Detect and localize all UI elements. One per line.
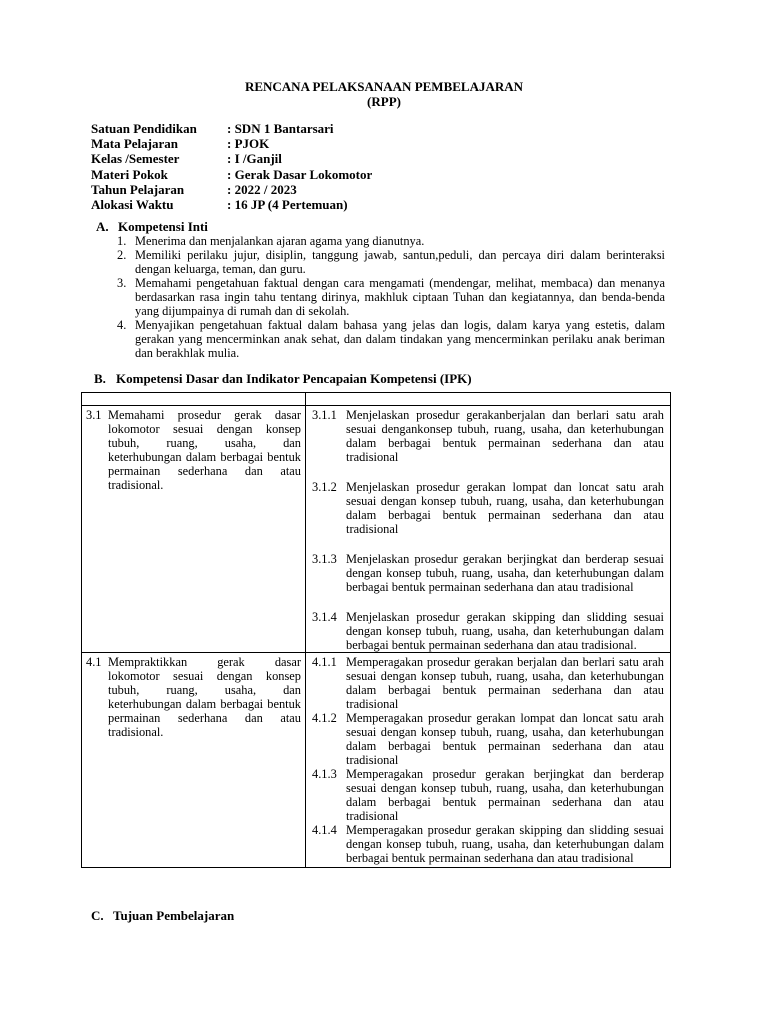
indicator-number: 4.1.1 — [312, 655, 337, 669]
kd-text: Mempraktikkan gerak dasar lokomotor sesuai dengan konsep tubuh, ruang, usaha, dan keterhubungan dalam berbagai bentuk permainan sederhana dan atau tradisional. — [108, 655, 301, 739]
indicator-text: Memperagakan prosedur gerakan lompat dan loncat satu arah sesuai dengan konsep tubuh, ruang, usaha, dan keterhubungan dalam berbagai bentuk permainan sederhana dan atau tradisional — [346, 711, 664, 767]
table-row — [82, 406, 671, 653]
table-header-cell — [82, 393, 306, 406]
kd-cell — [82, 406, 306, 653]
indicator-text: Menjelaskan prosedur gerakan lompat dan loncat satu arah sesuai dengan konsep tubuh, ruang, usaha, dan keterhubungan dalam berbagai bentuk permainan sederhana dan atau tradisional — [346, 480, 664, 536]
indicator-number: 4.1.3 — [312, 767, 337, 781]
list-item-text: Memahami pengetahuan faktual dengan cara mengamati (mendengar, melihat, membaca) dan menanya berdasarkan rasa ingin tahu tentang dirinya, makhluk ciptaan Tuhan dan kegiatannya, dan benda-benda yang dijumpainya di rumah dan di sekolah. — [135, 276, 665, 318]
identity-value: : 16 JP (4 Pertemuan) — [227, 196, 348, 212]
list-item-text: Menyajikan pengetahuan faktual dalam bahasa yang jelas dan logis, dalam karya yang estetis, dalam gerakan yang mencerminkan anak sehat, dan dalam tindakan yang mencerminkan perilaku anak beriman dan berakhlak mulia. — [135, 318, 665, 360]
identity-label: Mata Pelajaran — [91, 136, 179, 152]
identity-row — [91, 136, 372, 151]
ipk-cell — [306, 653, 671, 868]
identity-value: : 2022 / 2023 — [227, 181, 297, 197]
indicator-text: Memperagakan prosedur gerakan berjingkat dan berderap sesuai dengan konsep tubuh, ruang, usaha, dan keterhubungan dalam berbagai bentuk permainan sederhana dan atau tradisional — [346, 767, 664, 823]
page-title — [0, 79, 768, 109]
list-item-number: 1. — [117, 234, 127, 248]
kd-ipk-table — [81, 392, 671, 868]
indicator-text: Memperagakan prosedur gerakan berjalan dan berlari satu arah sesuai dengan konsep tubuh, ruang, usaha, dan keterhubungan dalam berbagai bentuk permainan sederhana dan atau tradisional — [346, 655, 664, 711]
list-item-text: Memiliki perilaku jujur, disiplin, tanggung jawab, santun,peduli, dan percaya diri dalam berinteraksi dengan keluarga, teman, dan guru. — [135, 248, 665, 276]
table-header-cell — [306, 393, 671, 406]
indicator-text: Memperagakan prosedur gerakan skipping dan slidding sesuai dengan konsep tubuh, ruang, usaha, dan keterhubungan dalam berbagai bentuk permainan sederhana dan atau tradisional — [346, 823, 664, 865]
list-item — [117, 248, 665, 276]
identity-label: Satuan Pendidikan — [91, 121, 197, 136]
indicator-text: Menjelaskan prosedur gerakan skipping dan slidding sesuai dengan konsep tubuh, ruang, usaha, dan keterhubungan dalam berbagai bentuk permainan sederhana dan atau tradisional. — [346, 610, 664, 652]
kd-cell — [82, 653, 306, 868]
indicator-text: Menjelaskan prosedur gerakanberjalan dan berlari satu arah sesuai dengankonsep tubuh, ruang, usaha, dan keterhubungan dalam berbagai bentuk permainan sederhana dan atau tradisional — [346, 408, 664, 464]
indicator-item — [306, 655, 670, 711]
section-b-heading — [94, 371, 472, 386]
indicator-number: 4.1.4 — [312, 823, 337, 837]
ipk-cell — [306, 406, 671, 653]
section-b-letter: B. — [94, 371, 106, 386]
list-item-number: 4. — [117, 318, 127, 332]
section-c-heading — [91, 908, 234, 923]
indicator-item — [306, 711, 670, 767]
identity-value: : I /Ganjil — [227, 151, 282, 167]
identity-row — [91, 167, 372, 182]
section-c-letter: C. — [91, 908, 104, 923]
kd-text: Memahami prosedur gerak dasar lokomotor sesuai dengan konsep tubuh, ruang, usaha, dan keterhubungan dalam berbagai bentuk permainan sederhana dan atau tradisional. — [108, 408, 301, 492]
indicator-item — [306, 823, 670, 865]
identity-block — [91, 121, 372, 212]
identity-row — [91, 121, 372, 136]
section-a-heading — [96, 219, 208, 234]
list-item-number: 3. — [117, 276, 127, 290]
indicator-item — [306, 767, 670, 823]
section-a-letter: A. — [96, 219, 109, 234]
identity-label: Alokasi Waktu — [91, 196, 174, 212]
identity-row — [91, 197, 372, 212]
indicator-number: 3.1.4 — [312, 610, 337, 624]
list-item — [117, 318, 665, 360]
list-item-number: 2. — [117, 248, 127, 262]
title-line-1: RENCANA PELAKSANAAN PEMBELAJARAN — [244, 79, 524, 94]
kd-number: 4.1 — [86, 655, 102, 669]
identity-row — [91, 182, 372, 197]
identity-row — [91, 151, 372, 166]
identity-label: Tahun Pelajaran — [91, 181, 185, 197]
indicator-number: 3.1.1 — [312, 408, 337, 422]
indicator-item — [306, 480, 670, 536]
indicator-item — [306, 552, 670, 594]
indicator-number: 3.1.3 — [312, 552, 337, 566]
identity-label: Kelas /Semester — [91, 151, 180, 167]
table-header-row — [82, 393, 671, 406]
list-item — [117, 234, 665, 248]
identity-value: : SDN 1 Bantarsari — [227, 121, 334, 136]
indicator-number: 4.1.2 — [312, 711, 337, 725]
list-item — [117, 276, 665, 318]
identity-value: : PJOK — [227, 136, 270, 152]
indicator-text: Menjelaskan prosedur gerakan berjingkat dan berderap sesuai dengan konsep tubuh, ruang, usaha, dan keterhubungan dalam berbagai bentuk permainan sederhana dan atau tradisional — [346, 552, 664, 594]
identity-label: Materi Pokok — [91, 166, 168, 182]
indicator-item — [306, 408, 670, 464]
section-a-title: Kompetensi Inti — [118, 219, 208, 234]
section-b-title: Kompetensi Dasar dan Indikator Pencapaian Kompetensi (IPK) — [116, 371, 472, 386]
indicator-number: 3.1.2 — [312, 480, 337, 494]
table-row — [82, 653, 671, 868]
identity-value: : Gerak Dasar Lokomotor — [227, 166, 373, 182]
section-c-title: Tujuan Pembelajaran — [113, 908, 235, 923]
kd-number: 3.1 — [86, 408, 102, 422]
indicator-item — [306, 610, 670, 652]
title-line-2: (RPP) — [367, 94, 401, 109]
list-item-text: Menerima dan menjalankan ajaran agama yang dianutnya. — [135, 234, 425, 248]
kompetensi-inti-list — [117, 234, 665, 360]
